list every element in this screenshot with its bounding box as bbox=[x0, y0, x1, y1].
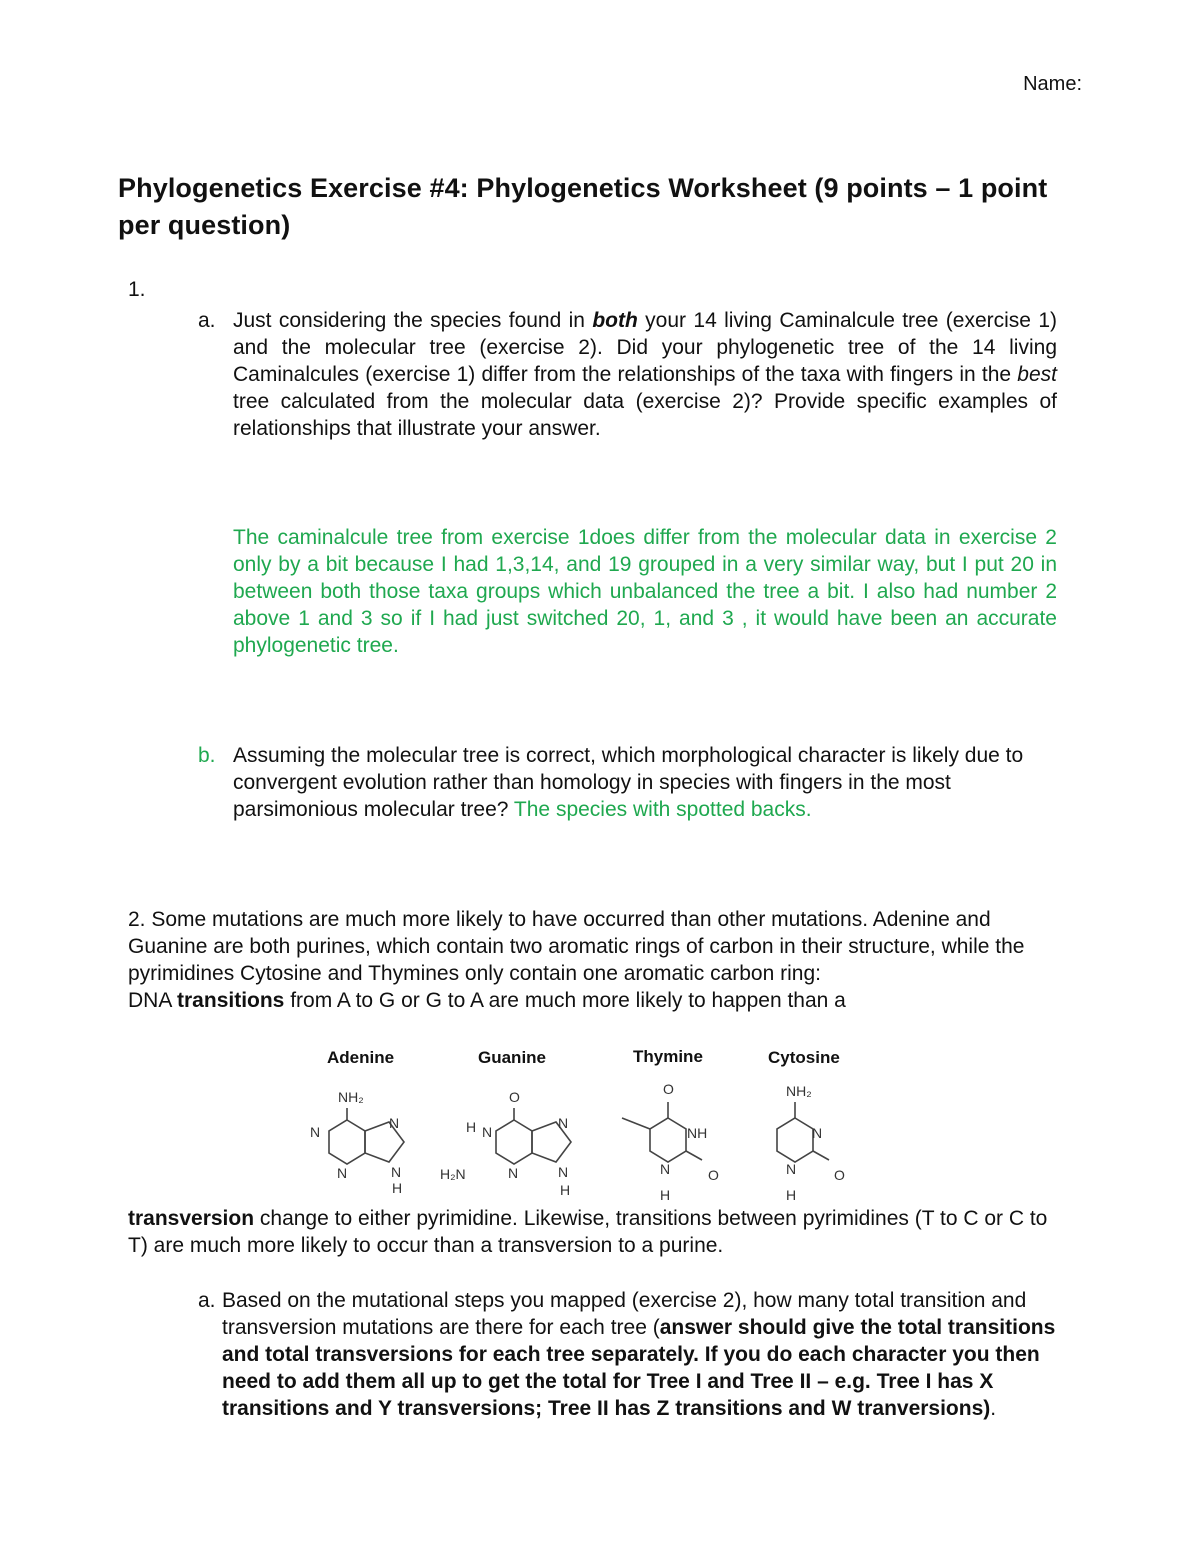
question-1-number: 1. bbox=[128, 278, 146, 301]
name-label: Name: bbox=[1023, 73, 1082, 95]
q1a-text-part-2: your 14 living Caminalcule tree (exercise 1) and the molecular tree (exercise 2). Did your phylogenetic tree of the 14 living Caminalcules (exercise 1) differ from the relationships of the taxa with fingers in the bbox=[233, 309, 1057, 386]
cytosine-structure bbox=[768, 1048, 845, 1203]
cytosine-h: H bbox=[786, 1187, 797, 1203]
cytosine-o: O bbox=[834, 1167, 845, 1183]
question-2-continued bbox=[128, 1205, 1068, 1259]
adenine-n3: N bbox=[337, 1165, 348, 1181]
q2-intro-text: 2. Some mutations are much more likely to have occurred than other mutations. Adenine and Guanine are both purines, which contain two aromatic rings of carbon in their structure, while the pyrimidines Cytosine and Thymines only contain one aromatic carbon ring: bbox=[128, 908, 1025, 985]
thymine-h: H bbox=[660, 1187, 671, 1203]
thymine-nh: NH bbox=[687, 1125, 708, 1141]
thymine-structure bbox=[622, 1047, 719, 1203]
q2-cont-text: change to either pyrimidine. Likewise, transitions between pyrimidines (T to C or C to T) are much more likely to occur than a transversion to a purine. bbox=[128, 1207, 1048, 1257]
question-1a-marker: a. bbox=[198, 309, 216, 332]
adenine-n7: N bbox=[389, 1115, 400, 1131]
q1b-question: Assuming the molecular tree is correct, which morphological character is likely due to convergent evolution rather than homology in species with fingers in the most parsimonious molecular tree? bbox=[233, 744, 1024, 821]
guanine-structure bbox=[440, 1048, 571, 1198]
question-2-intro bbox=[128, 906, 1068, 1014]
dna-suffix: from A to G or G to A are much more likely to happen than a bbox=[284, 989, 846, 1012]
guanine-o: O bbox=[509, 1089, 520, 1105]
dna-prefix: DNA bbox=[128, 989, 178, 1012]
page-title: Phylogenetics Exercise #4: Phylogenetics Worksheet (9 points – 1 point per question) bbox=[118, 173, 1048, 240]
cytosine-label: Cytosine bbox=[768, 1048, 840, 1067]
guanine-h: H bbox=[466, 1119, 477, 1135]
question-1b-marker: b. bbox=[198, 744, 216, 767]
guanine-label: Guanine bbox=[478, 1048, 547, 1067]
question-1a-text bbox=[233, 307, 1057, 442]
guanine-h2n: H₂N bbox=[440, 1166, 466, 1182]
question-2a-marker: a. bbox=[198, 1289, 216, 1312]
adenine-label: Adenine bbox=[327, 1048, 395, 1067]
guanine-n9: N bbox=[558, 1164, 569, 1180]
thymine-o: O bbox=[663, 1081, 674, 1097]
answer-1a: The caminalcule tree from exercise 1does differ from the molecular data in exercise 2 only by a bit because I had 1,3,14, and 19 grouped in a very similar way, but I put 20 in between both those taxa groups which unbalanced the tree a bit. I also had number 2 above 1 and 3 so if I had just switched 20, 1, and 3 , it would have been an accurate phylogenetic tree. bbox=[233, 526, 1057, 657]
guanine-h9: H bbox=[560, 1182, 571, 1198]
q1a-text-part-3: tree calculated from the molecular data (exercise 2)? Provide specific examples of relationships that illustrate your answer. bbox=[233, 390, 1057, 440]
emphasis-both: both bbox=[592, 309, 638, 332]
adenine-nh2: NH₂ bbox=[338, 1089, 364, 1105]
adenine-structure bbox=[310, 1048, 404, 1196]
guanine-n7: N bbox=[558, 1115, 569, 1131]
q2a-question: Based on the mutational steps you mapped (exercise 2), how many total transition and transversion mutations are there for each tree ( bbox=[222, 1289, 1027, 1339]
cytosine-n3: N bbox=[812, 1125, 823, 1141]
emphasis-best: best bbox=[1017, 363, 1057, 386]
q1a-text-part-1: Just considering the species found in bbox=[233, 309, 593, 332]
q2a-bold-instruction: answer should give the total transitions and total transversions for each tree separately. If you do each character you then need to add them all up to get the total for Tree I and Tree II – e.g. Tree I has X transitions and Y transversions; Tree II has Z transitions and W tranversions) bbox=[222, 1316, 1056, 1420]
thymine-label: Thymine bbox=[633, 1047, 703, 1066]
question-2a-text bbox=[222, 1287, 1062, 1422]
guanine-n3: N bbox=[508, 1165, 519, 1181]
thymine-o2: O bbox=[708, 1167, 719, 1183]
adenine-n1: N bbox=[310, 1124, 321, 1140]
adenine-n9: N bbox=[391, 1164, 402, 1180]
nucleobase-structures bbox=[300, 1040, 860, 1210]
cytosine-n1: N bbox=[786, 1161, 797, 1177]
transversion-bold: transversion bbox=[128, 1207, 255, 1230]
cytosine-nh2: NH₂ bbox=[786, 1083, 812, 1099]
guanine-n1: N bbox=[482, 1124, 493, 1140]
question-1b-text bbox=[233, 742, 1063, 823]
q2a-end: . bbox=[990, 1397, 997, 1420]
thymine-n1: N bbox=[660, 1161, 671, 1177]
adenine-h: H bbox=[392, 1180, 403, 1196]
answer-1b: The species with spotted backs. bbox=[508, 798, 812, 821]
transitions-bold: transitions bbox=[177, 989, 285, 1012]
